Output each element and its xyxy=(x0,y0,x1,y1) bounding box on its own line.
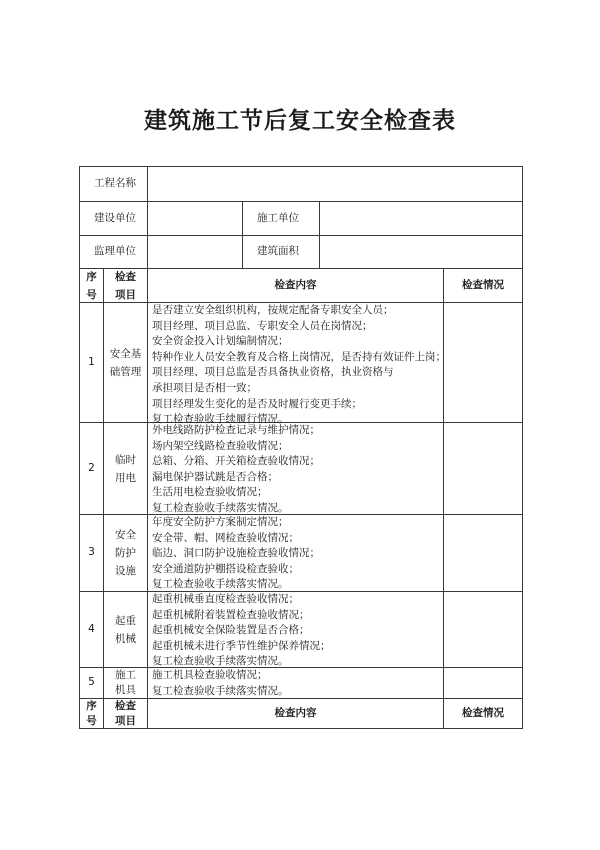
row-status-field[interactable] xyxy=(444,303,522,422)
content-line: 承担项目是否相一致； xyxy=(152,381,257,394)
content-line: 安全带、帽、网检查验收情况； xyxy=(152,531,299,544)
header-item: 检查项目 xyxy=(115,270,136,301)
content-line: 起重机械附着装置检查验收情况； xyxy=(152,608,310,621)
content-line: 漏电保护器试跳是否合格； xyxy=(152,470,278,483)
content-line: 项目经理、项目总监、专职安全人员在岗情况； xyxy=(152,319,373,332)
content-line: 生活用电检查验收情况； xyxy=(152,486,268,499)
row-seq: 3 xyxy=(88,546,95,559)
supervisor-label: 监理单位 xyxy=(94,245,136,258)
row-content xyxy=(148,515,443,591)
row-status-field[interactable] xyxy=(444,592,522,667)
row-content xyxy=(148,423,443,514)
content-line: 施工机具检查验收情况； xyxy=(152,669,268,681)
contractor-label: 施工单位 xyxy=(257,211,299,224)
row-content xyxy=(148,668,443,698)
content-line: 特种作业人员安全教育及合格上岗情况，是否持有效证件上岗； xyxy=(152,350,446,363)
inspection-table xyxy=(79,166,523,729)
content-line: 起重机械垂直度检查验收情况； xyxy=(152,593,299,605)
area-field[interactable] xyxy=(320,236,522,268)
header-content: 检查内容 xyxy=(274,707,317,720)
content-line: 场内架空线路检查验收情况； xyxy=(152,439,289,452)
content-line: 安全通道防护棚搭设检查验收； xyxy=(152,562,299,575)
content-line: 项目经理、项目总监是否具备执业资格，执业资格与 xyxy=(152,366,394,379)
row-item: 施工机具 xyxy=(115,669,136,696)
header-item: 检查项目 xyxy=(115,700,136,727)
content-line: 复工检查验收手续落实情况。 xyxy=(152,501,289,514)
row-seq: 4 xyxy=(88,622,95,635)
content-line: 复工检查验收手续落实情况。 xyxy=(152,655,289,668)
content-line: 复工检查验收手续落实情况。 xyxy=(152,578,289,591)
construction-unit-field[interactable] xyxy=(148,202,242,235)
contractor-field[interactable] xyxy=(320,202,522,235)
row-content xyxy=(148,592,443,667)
content-line: 外电线路防护检查记录与维护情况； xyxy=(152,424,320,436)
header-seq: 序号 xyxy=(86,700,97,727)
header-content: 检查内容 xyxy=(274,278,317,291)
content-line: 安全资金投入计划编制情况； xyxy=(152,335,289,348)
content-line: 复工检查验收手续落实情况。 xyxy=(152,684,289,697)
project-name-field[interactable] xyxy=(148,167,522,201)
content-line: 复工检查验收手续履行情况。 xyxy=(152,413,289,426)
content-line: 年度安全防护方案制定情况； xyxy=(152,516,289,528)
row-status-field[interactable] xyxy=(444,423,522,514)
content-line: 总箱、分箱、开关箱检查验收情况； xyxy=(152,455,320,468)
header-seq: 序号 xyxy=(86,270,97,301)
content-line: 临边、洞口防护设施检查验收情况； xyxy=(152,547,320,560)
row-status-field[interactable] xyxy=(444,668,522,698)
supervisor-field[interactable] xyxy=(148,236,242,268)
content-line: 起重机械安全保险装置是否合格； xyxy=(152,624,310,637)
content-line: 项目经理发生变化的是否及时履行变更手续； xyxy=(152,397,362,410)
header-status: 检查情况 xyxy=(462,707,504,720)
row-seq: 5 xyxy=(88,676,95,689)
header-status: 检查情况 xyxy=(462,278,504,291)
row-item: 起重机械 xyxy=(115,614,136,645)
row-status-field[interactable] xyxy=(444,515,522,591)
page-title: 建筑施工节后复工安全检查表 xyxy=(144,108,456,134)
row-item: 临时用电 xyxy=(115,453,136,484)
row-item: 安全基础管理 xyxy=(109,347,142,378)
row-item: 安全防护设施 xyxy=(115,529,136,577)
content-line: 起重机械未进行季节性维护保养情况； xyxy=(152,639,331,652)
construction-unit-label: 建设单位 xyxy=(94,211,136,224)
area-label: 建筑面积 xyxy=(257,245,299,258)
content-line: 是否建立安全组织机构，按规定配备专职安全人员； xyxy=(152,304,394,316)
row-seq: 1 xyxy=(88,355,95,368)
row-seq: 2 xyxy=(88,461,95,474)
row-content xyxy=(148,303,446,426)
project-name-label: 工程名称 xyxy=(94,177,136,190)
